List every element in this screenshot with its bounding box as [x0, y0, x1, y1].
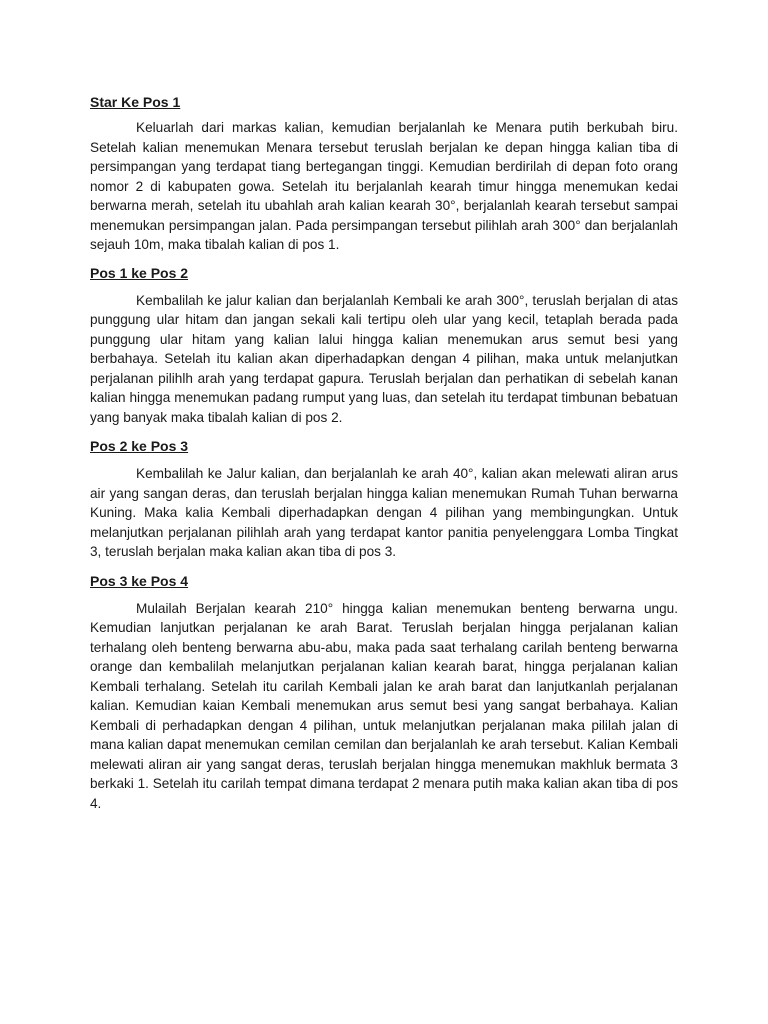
section-paragraph-pos-1-to-pos-2: Kembalilah ke jalur kalian dan berjalanlah Kembali ke arah 300°, teruslah berjalan di atas punggung ular hitam dan jangan sekali kali tertipu oleh ular yang kecil, tetaplah berada pada punggung ular hitam yang kalian lalui hingga kalian menemukan arus semut besi yang berbahaya. Setelah itu kalian akan diperhadapkan dengan 4 pilihan, maka untuk melanjutkan perjalanan pilihlh arah yang terdapat gapura. Teruslah berjalan dan perhatikan di sebelah kanan kalian hingga menemukan padang rumput yang luas, dan setelah itu terdapat timbunan bebatuan yang banyak maka tibalah kalian di pos 2. — [90, 292, 678, 425]
document-page — [90, 92, 678, 813]
section-paragraph-pos-2-to-pos-3: Kembalilah ke Jalur kalian, dan berjalanlah ke arah 40°, kalian akan melewati aliran arus air yang sangan deras, dan teruslah berjalan hingga kalian menemukan Rumah Tuhan berwarna Kuning. Maka kalia Kembali diperhadapkan dengan 4 pilihan yang membingungkan. Untuk melanjutkan perjalanan pilihlah arah yang terdapat kantor panitia penyelenggara Lomba Tingkat 3, teruslah berjalan maka kalian akan tiba di pos 3. — [90, 466, 678, 559]
section-heading-pos-2-to-pos-3: Pos 2 ke Pos 3 — [90, 438, 189, 454]
section-paragraph-pos-3-to-pos-4: Mulailah Berjalan kearah 210° hingga kalian menemukan benteng berwarna ungu. Kemudian lanjutkan perjalanan ke arah Barat. Teruslah berjalan hingga perjalanan kalian terhalang oleh benteng berwarna abu-abu, maka pada saat terhalang carilah benteng berwarna orange dan kembalilah melanjutkan perjalanan kalian kearah barat, hingga perjalanan kalian Kembali terhalang. Setelah itu carilah Kembali jalan ke arah barat dan lanjutkanlah perjalanan kalian. Kemudian kaian Kembali menemukan arus semut besi yang sangat berbahaya. Kalian Kembali di perhadapkan dengan 4 pilihan, untuk melanjutkan perjalanan maka pililah jalan di mana kalian dapat menemukan cemilan cemilan dan berjalanlah ke arah tersebut. Kalian Kembali melewati aliran air yang sangat deras, teruslah berjalan hingga menemukan makhluk bermata 3 berkaki 1. Setelah itu carilah tempat dimana terdapat 2 menara putih maka kalian akan tiba di pos 4. — [90, 600, 678, 811]
section-heading-start-to-pos-1: Star Ke Pos 1 — [90, 94, 181, 110]
section-heading-pos-3-to-pos-4: Pos 3 ke Pos 4 — [90, 572, 189, 589]
section-paragraph-start-to-pos-1: Keluarlah dari markas kalian, kemudian berjalanlah ke Menara putih berkubah biru. Setelah kalian menemukan Menara tersebut teruslah berjalan ke depan hingga kalian tiba di persimpangan yang terdapat tiang bertegangan tinggi. Kemudian berdirilah di depan foto orang nomor 2 di kabupaten gowa. Setelah itu berjalanlah kearah timur hingga menemukan kedai berwarna merah, setelah itu ubahlah arah kalian kearah 30°, berjalanlah kearah tersebut sampai menemukan persimpangan jalan. Pada persimpangan tersebut pilihlah arah 300° dan berjalanlah sejauh 10m, maka tibalah kalian di pos 1. — [90, 120, 678, 252]
section-heading-pos-1-to-pos-2: Pos 1 ke Pos 2 — [90, 264, 189, 281]
